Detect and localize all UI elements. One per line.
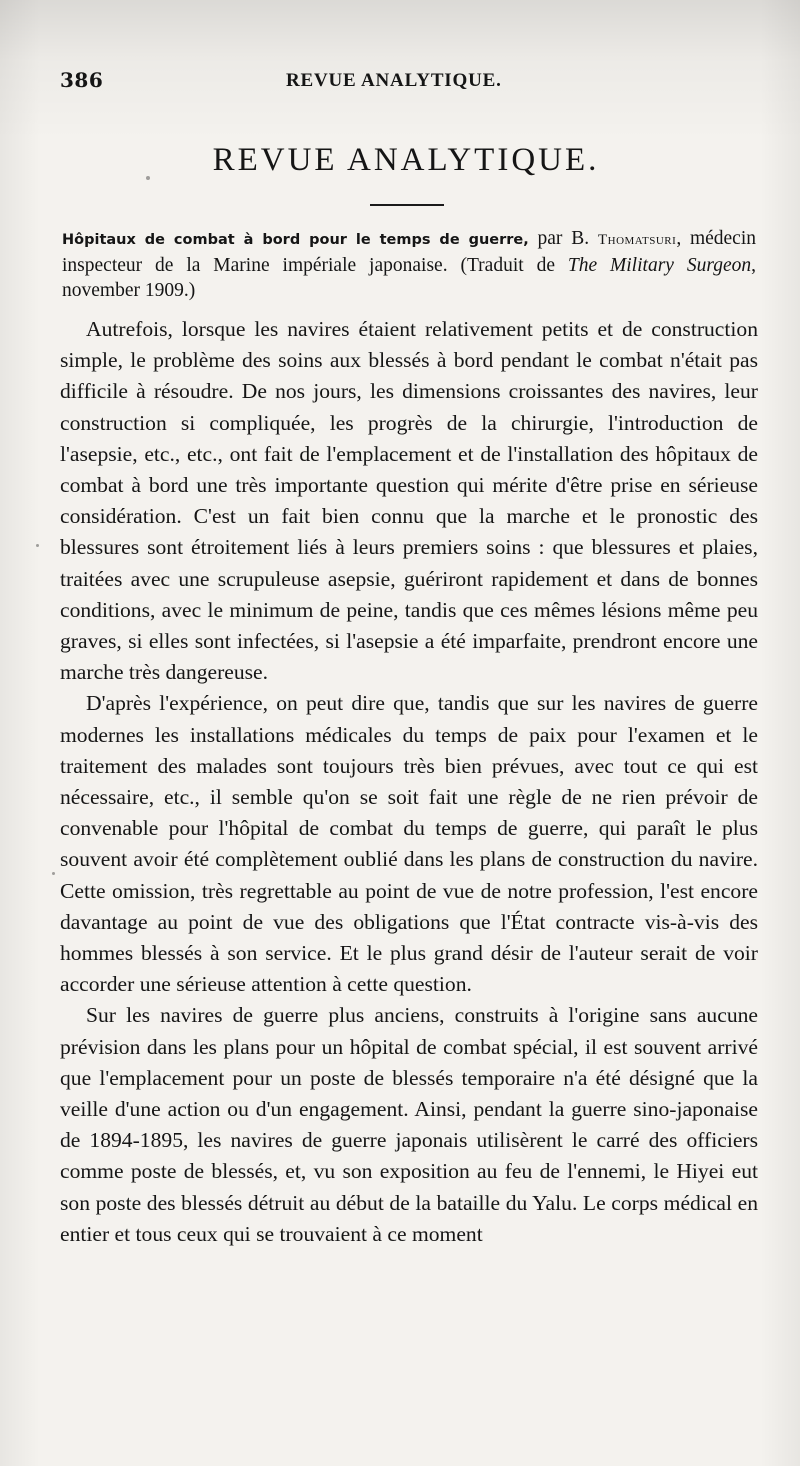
running-title: REVUE ANALYTIQUE.	[286, 70, 502, 91]
paragraph-2: D'après l'expérience, on peut dire que, tandis que sur les navires de guerre modernes les installations médicales du temps de paix pour l'examen et le traitement des malades sont toujours très bien prévues, avec tout ce qui est nécessaire, etc., il semble qu'on se soit fait une règle de ne rien prévoir de convenable pour l'hôpital de combat du temps de guerre, qui paraît le plus souvent avoir été complètement oublié dans les plans de construction du navire. Cette omission, très regrettable au point de vue de notre profession, l'est encore davantage au point de vue des obligations que l'État contracte vis-à-vis des hommes blessés à son service. Et le plus grand désir de l'auteur serait de voir accorder une sérieuse attention à cette question.	[60, 691, 758, 997]
publication-date: , november 1909.)	[62, 255, 756, 301]
article-title: Hôpitaux de combat à bord pour le temps de guerre,	[62, 232, 529, 248]
paragraph-1: Autrefois, lorsque les navires étaient relativement petits et de construction simple, le problème des soins aux blessés à bord pendant le combat n'était pas difficile à résoudre. De nos jours, les dimensions croissantes des navires, leur construction si compliquée, les progrès de la chirurgie, l'introduction de l'asepsie, etc., etc., ont fait de l'emplacement et de l'installation des hôpitaux de combat à bord une très importante question qui mérite d'être prise en sérieuse considération. C'est un fait bien connu que la marche et le pronostic des blessures sont étroitement liés à leurs premiers soins : que blessures et plaies, traitées avec une scrupuleuse asepsie, guériront rapidement et dans de bonnes conditions, avec le minimum de peine, tandis que ces mêmes lésions même peu graves, si elles sont infectées, si l'asepsie a été imparfaite, prendront encore une marche très dangereuse.	[60, 317, 758, 685]
article-citation	[62, 226, 756, 303]
print-speck	[146, 176, 150, 180]
running-head	[60, 68, 760, 98]
print-speck	[36, 544, 39, 547]
author-prefix: par B.	[537, 228, 598, 249]
author-role: , médecin inspecteur de la Marine impériale japonaise. (Traduit de	[62, 228, 756, 276]
section-title: REVUE ANALYTIQUE.	[212, 142, 600, 178]
author-name: Thomatsuri	[597, 231, 677, 248]
journal-name: The Military Surgeon	[567, 255, 752, 276]
print-speck	[52, 872, 55, 875]
title-rule	[370, 204, 444, 206]
article-body	[60, 314, 758, 1250]
page-number: 386	[60, 68, 104, 92]
paragraph-3: Sur les navires de guerre plus anciens, construits à l'origine sans aucune prévision dans les plans pour un hôpital de combat spécial, il est souvent arrivé que l'emplacement pour un poste de blessés temporaire n'a été désigné que la veille d'une action ou d'un engagement. Ainsi, pendant la guerre sino-japonaise de 1894-1895, les navires de guerre japonais utilisèrent le carré des officiers comme poste de blessés, et, vu son exposition au feu de l'ennemi, le Hiyei eut son poste des blessés détruit au début de la bataille du Yalu. Le corps médical en entier et tous ceux qui se trouvaient à ce moment	[60, 1003, 758, 1246]
